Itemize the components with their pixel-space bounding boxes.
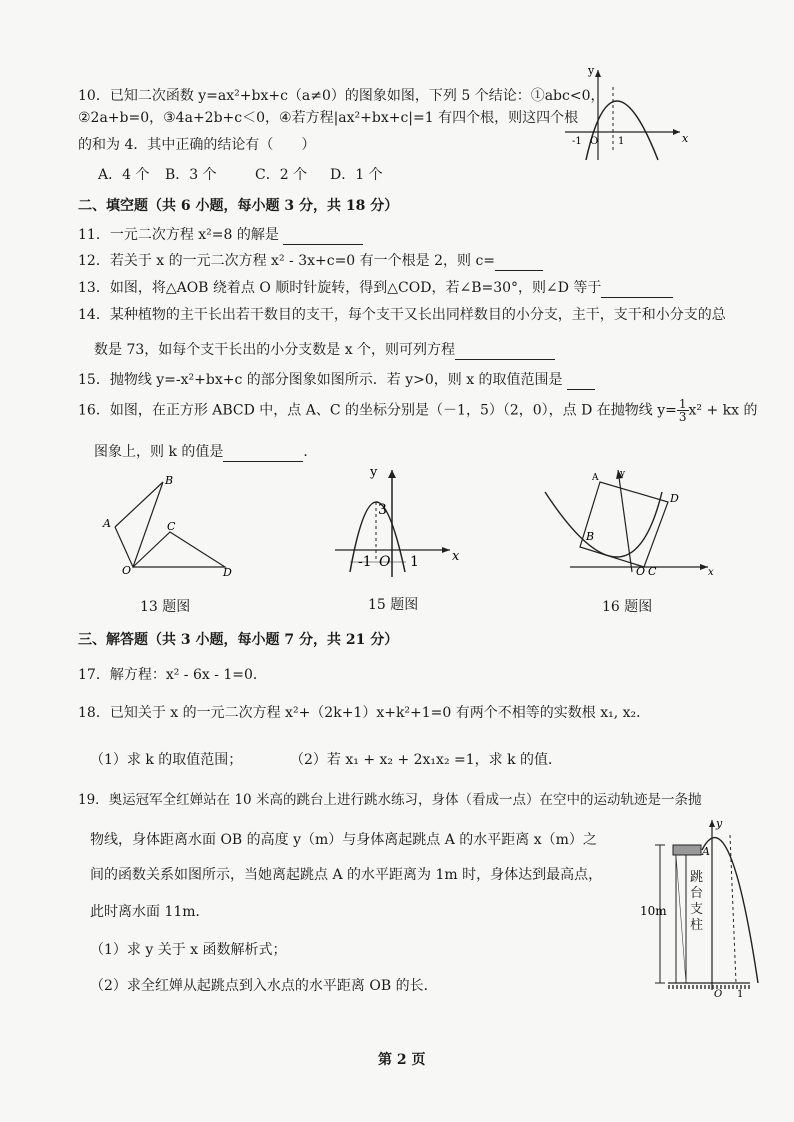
section2-heading: 二、填空题（共 6 小题，每小题 3 分，共 18 分） [78, 198, 399, 214]
q12-text: 12．若关于 x 的一元二次方程 x² - 3x+c=0 有一个根是 2，则 c= [78, 253, 496, 269]
q19-line3: 间的函数关系如图所示，当她离起跳点 A 的水平距离为 1m 时，身体达到最高点， [90, 867, 603, 883]
fig13-B: B [165, 474, 174, 487]
q14-line2 [94, 340, 555, 360]
q19-line4: 此时离水面 11m． [90, 904, 210, 920]
q10-x-label: x [682, 132, 689, 145]
fig13-caption: 13 题图 [140, 599, 191, 615]
section3-heading: 三、解答题（共 3 小题，每小题 7 分，共 21 分） [78, 632, 399, 648]
fig15-neg1: -1 [358, 554, 372, 570]
q16-frac-den: 3 [678, 410, 687, 424]
q16b-text: 图象上，则 k 的值是 [94, 444, 224, 460]
q11-text: 11．一元二次方程 x²=8 的解是 [78, 227, 279, 243]
q12-answer-blank[interactable] [495, 256, 543, 271]
fig16-C: C [648, 565, 657, 578]
q19-fig-pillar: 跳台支柱 [690, 870, 704, 933]
q19-fig-one: 1 [737, 989, 744, 1000]
q15-text: 15．抛物线 y=-x²+bx+c 的部分图象如图所示．若 y>0，则 x 的取值范围是 [78, 372, 563, 388]
q19-sub1: （1）求 y 关于 x 函数解析式； [90, 942, 287, 958]
q16-line1 [78, 398, 757, 423]
q10-line2: ②2a+b=0，③4a+2b+c＜0，④若方程|ax²+bx+c|=1 有四个根，则这四个根 [78, 110, 579, 126]
fig16 [540, 462, 720, 580]
q11-answer-blank[interactable] [283, 230, 363, 245]
q19-fig-A: A [702, 845, 710, 858]
q10-option-c: C．2 个 [255, 167, 308, 183]
q10-line3: 的和为 4．其中正确的结论有（ ） [78, 137, 316, 153]
q10-o-label: O [590, 136, 599, 147]
q10-line1: 10．已知二次函数 y=ax²+bx+c（a≠0）的图象如图，下列 5 个结论：①abc<0， [78, 88, 605, 104]
q12 [78, 251, 543, 271]
q10-one-label: 1 [618, 136, 625, 147]
q18: 18．已知关于 x 的一元二次方程 x²+（2k+1）x+k²+1=0 有两个不相等的实数根 x₁, x₂． [78, 705, 651, 721]
fig15 [330, 462, 460, 580]
fig13-C: C [167, 520, 176, 533]
q14-answer-blank[interactable] [455, 345, 555, 360]
q16-tail: x² + kx 的 [688, 402, 758, 419]
q19-fig-y: y [716, 817, 723, 830]
fig16-A: A [592, 473, 599, 483]
q15 [78, 370, 595, 390]
q10-option-b: B．3 个 [165, 167, 217, 183]
fig16-x: x [708, 567, 714, 578]
fig16-O: O [636, 565, 646, 578]
q16b-tail: ． [303, 444, 318, 460]
q19-line1: 19．奥运冠军全红婵站在 10 米高的跳台上进行跳水练习，身体（看成一点）在空中的运动轨迹是一条抛 [78, 792, 702, 808]
fig13-D: D [223, 566, 232, 579]
q18-part1: （1）求 k 的取值范围； [90, 752, 243, 768]
fig15-O: O [379, 554, 391, 570]
fig16-D: D [670, 492, 679, 505]
q19-line2: 物线，身体距离水面 OB 的高度 y（m）与身体离起跳点 A 的水平距离 x（m）之 [90, 832, 597, 848]
q16-answer-blank[interactable] [223, 447, 303, 462]
fig15-caption: 15 题图 [368, 597, 419, 613]
q13 [78, 278, 673, 298]
fig13-A: A [103, 517, 111, 530]
q13-text: 13．如图，将△AOB 绕着点 O 顺时针旋转，得到△COD，若∠B=30°，则∠D 等于 [78, 280, 602, 296]
q10-option-d: D．1 个 [330, 167, 383, 183]
q18-part2: （2）若 x₁ + x₂ + 2x₁x₂ =1，求 k 的值． [290, 752, 563, 768]
q16-line2 [94, 442, 317, 462]
fig13 [95, 472, 245, 582]
fig15-y: y [370, 465, 378, 480]
q16-fraction [677, 398, 689, 423]
q16-frac-num: 1 [678, 397, 687, 411]
fig15-x: x [452, 549, 460, 564]
q15-answer-blank[interactable] [567, 375, 595, 390]
fig15-three: 3 [378, 502, 387, 518]
q19-fig-O: O [714, 989, 723, 1000]
q10-y-label: y [588, 64, 595, 77]
fig16-caption: 16 题图 [602, 599, 653, 615]
q14-text: 数是 73，如每个支干长出的小分支数是 x 个，则可列方程 [94, 342, 456, 358]
q11 [78, 225, 363, 245]
q17: 17．解方程：x² - 6x - 1=0． [78, 667, 267, 683]
fig16-B: B [586, 530, 595, 543]
fig15-one: 1 [410, 554, 419, 570]
q19-fig-ten: 10m [640, 904, 667, 918]
q13-answer-blank[interactable] [601, 283, 673, 298]
q10-graph [560, 62, 690, 162]
q16-text: 16．如图，在正方形 ABCD 中，点 A、C 的坐标分别是（－1，5）（2，0），点 D 在抛物线 y= [78, 402, 677, 419]
page-number: 第 2 页 [378, 1052, 426, 1068]
fig16-y: y [620, 469, 626, 479]
q14-line1: 14．某种植物的主干长出若干数目的支干，每个支干又长出同样数目的小分支，主干，支干和小分支的总 [78, 307, 726, 323]
fig13-O: O [122, 564, 132, 577]
q19-sub2: （2）求全红婵从起跳点到入水点的水平距离 OB 的长． [90, 978, 438, 994]
q10-neg1-label: -1 [572, 136, 582, 147]
q10-option-a: A．4 个 [98, 167, 150, 183]
